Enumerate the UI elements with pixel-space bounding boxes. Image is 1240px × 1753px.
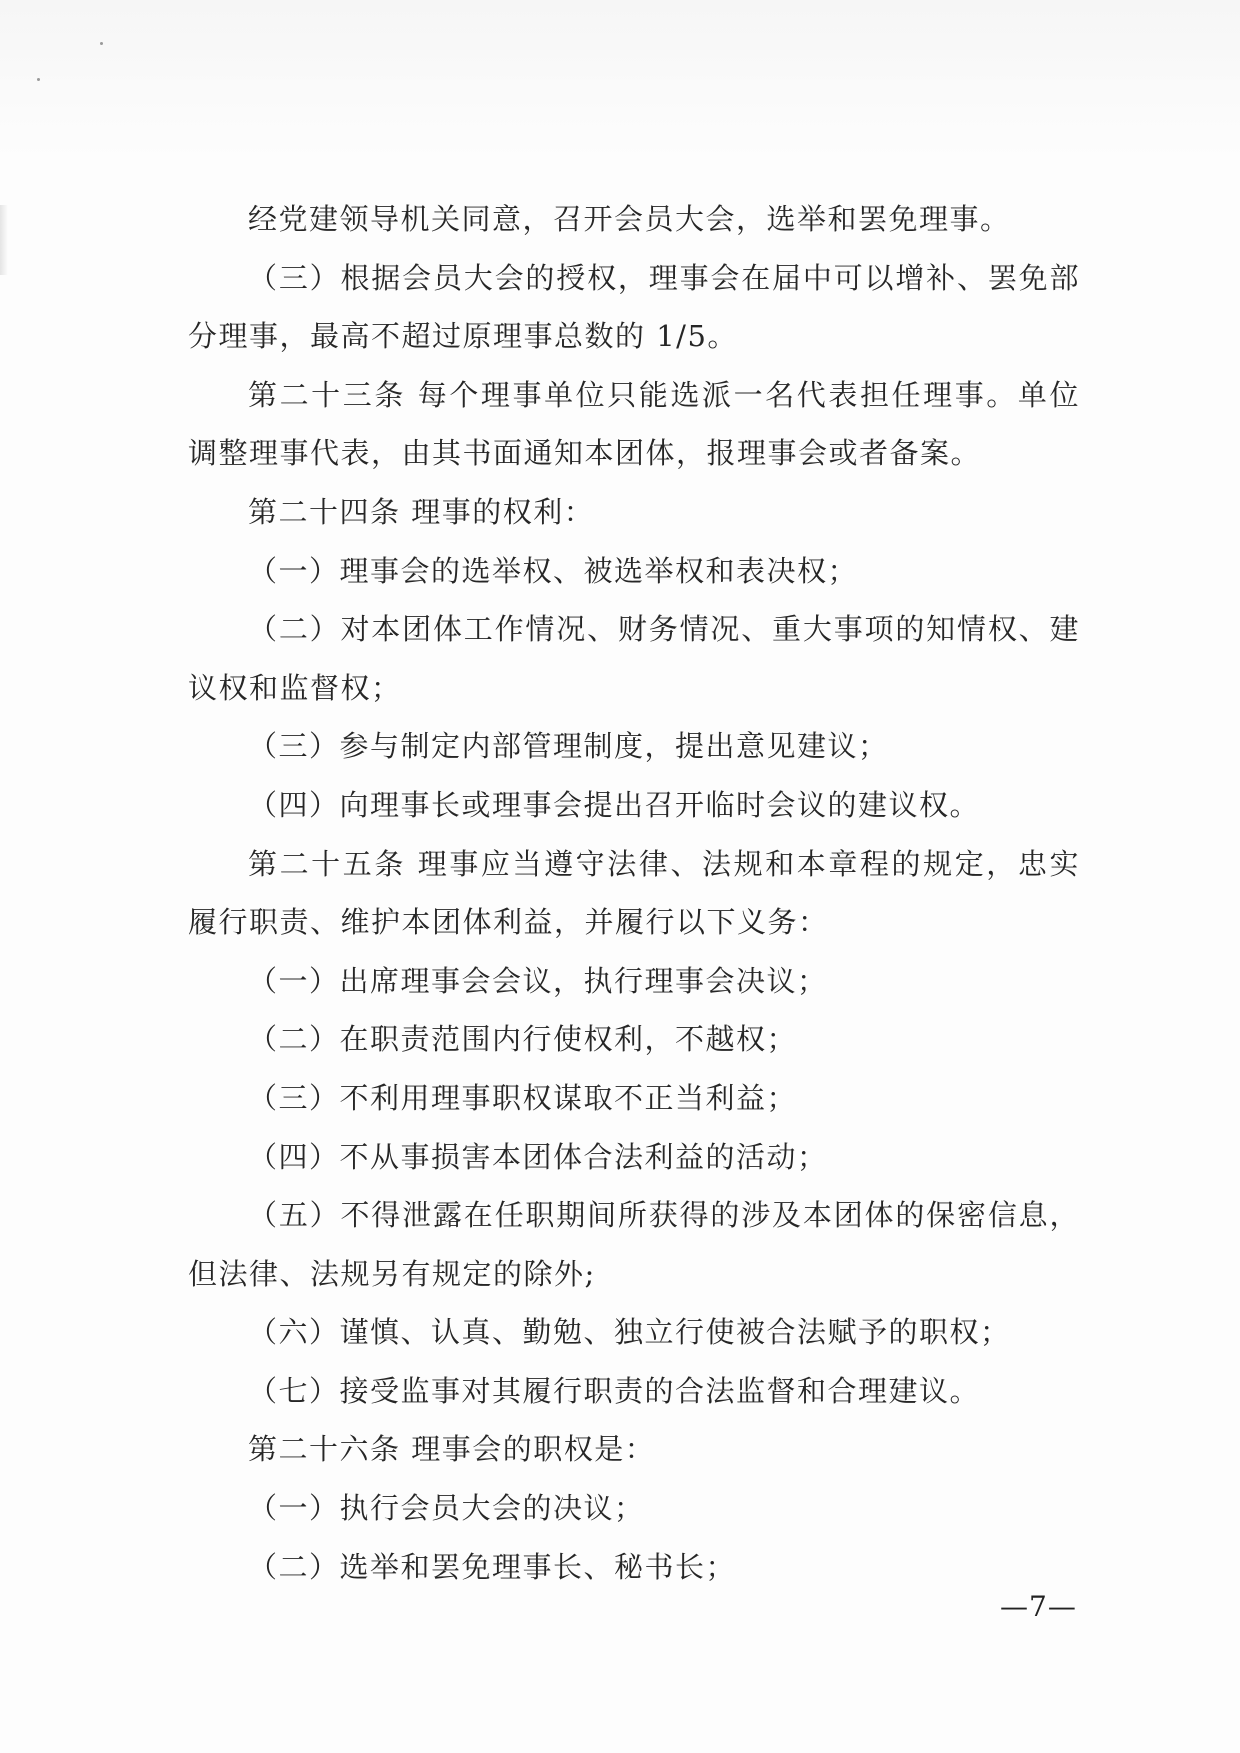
paragraph: 经党建领导机关同意，召开会员大会，选举和罢免理事。 [248, 202, 1011, 236]
list-item: （五）不得泄露在任职期间所获得的涉及本团体的保密信息，但法律、法规另有规定的除外; [188, 1198, 1080, 1291]
list-item: （三）不利用理事职权谋取不正当利益； [248, 1080, 798, 1115]
scan-shadow [0, 0, 1240, 160]
list-item: （三）参与制定内部管理制度，提出意见建议； [248, 729, 889, 764]
list-item: （四）向理事长或理事会提出召开临时会议的建议权。 [248, 787, 981, 822]
paragraph: （三）根据会员大会的授权，理事会在届中可以增补、罢免部分理事，最高不超过原理事总数的 1/5。 [188, 260, 1080, 354]
list-item: （二）在职责范围内行使权利，不越权； [248, 1022, 798, 1057]
scan-speck [100, 42, 103, 45]
article-25-heading: 第二十五条 理事应当遵守法律、法规和本章程的规定，忠实履行职责、维护本团体利益，并履行以下义务： [188, 846, 1080, 940]
article-23: 第二十三条 每个理事单位只能选派一名代表担任理事。单位调整理事代表，由其书面通知本团体，报理事会或者备案。 [188, 377, 1080, 471]
list-item: （七）接受监事对其履行职责的合法监督和合理建议。 [248, 1373, 981, 1408]
scan-edge-mark [0, 205, 8, 275]
scan-speck [37, 78, 40, 81]
list-item: （二）选举和罢免理事长、秘书长； [248, 1549, 737, 1584]
page-number: —7— [1000, 1590, 1077, 1623]
list-item: （四）不从事损害本团体合法利益的活动； [248, 1139, 828, 1174]
article-24-heading: 第二十四条 理事的权利： [248, 494, 595, 529]
document-body [188, 190, 1080, 1596]
list-item: （二）对本团体工作情况、财务情况、重大事项的知情权、建议权和监督权； [188, 612, 1080, 705]
list-item: （一）理事会的选举权、被选举权和表决权； [248, 553, 859, 588]
article-26-heading: 第二十六条 理事会的职权是： [248, 1432, 656, 1467]
list-item: （一）执行会员大会的决议； [248, 1491, 645, 1526]
list-item: （一）出席理事会会议，执行理事会决议； [248, 963, 828, 998]
list-item: （六）谨慎、认真、勤勉、独立行使被合法赋予的职权； [248, 1315, 1011, 1350]
